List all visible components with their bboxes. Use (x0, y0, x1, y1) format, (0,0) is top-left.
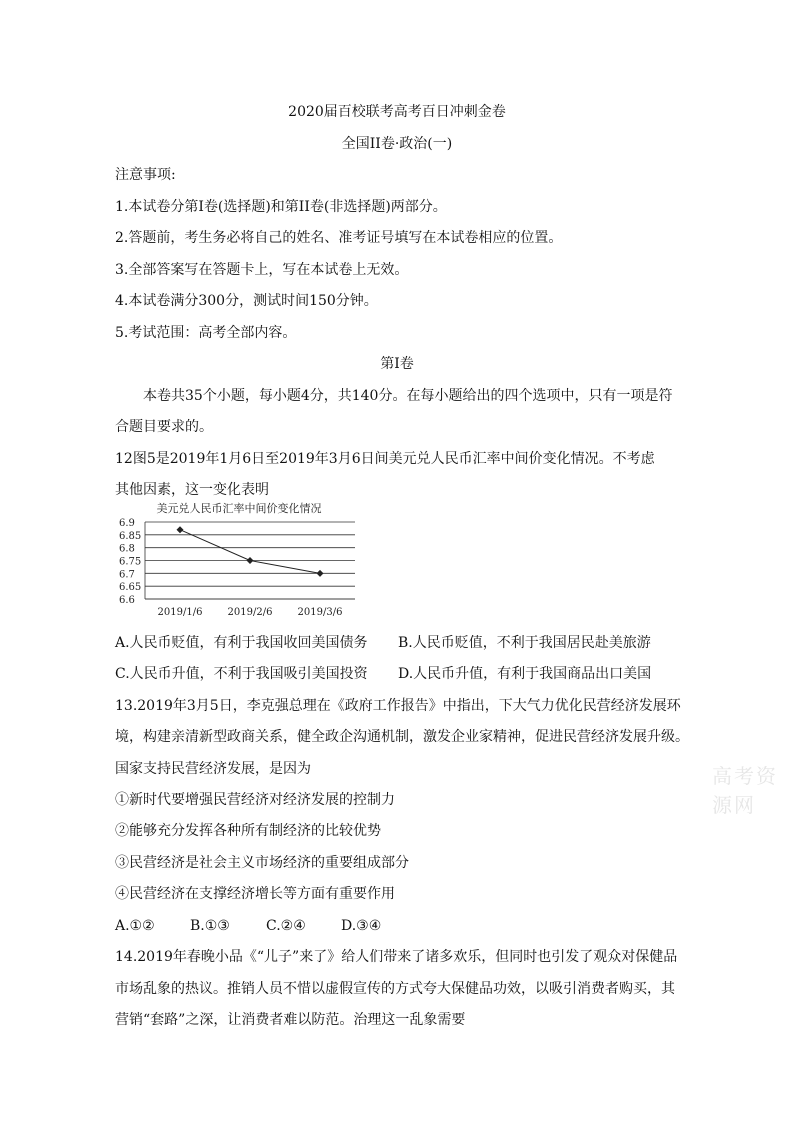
y-tick-label: 6.85 (119, 530, 142, 542)
q13-option-b: B.①③ (190, 918, 230, 934)
q13-stem-line1: 13.2019年3月5日，李克强总理在《政府工作报告》中指出，下大气力优化民营经济发展环 (115, 698, 681, 714)
x-tick-label: 2019/2/6 (227, 607, 273, 618)
q12-option-a: A.人民币贬值，有利于我国收回美国债务 (115, 635, 368, 651)
q13-stem-line3: 国家支持民营经济发展，是因为 (115, 761, 311, 777)
q13-option-c: C.②④ (266, 918, 306, 934)
section-intro-line1: 本卷共35个小题，每小题4分，共140分。在每小题给出的四个选项中，只有一项是符 (143, 388, 673, 404)
note-item-2: 2.答题前，考生务必将自己的姓名、准考证号填写在本试卷相应的位置。 (115, 230, 563, 246)
notes-heading: 注意事项: (115, 167, 176, 183)
x-tick-label: 2019/1/6 (157, 607, 203, 618)
chart-title: 美元兑人民币汇率中间价变化情况 (156, 502, 322, 515)
exam-title: 2020届百校联考高考百日冲刺金卷 (288, 104, 506, 120)
y-tick-label: 6.75 (119, 556, 142, 568)
data-point-marker (177, 526, 184, 533)
watermark: 高考资源网 (712, 764, 778, 817)
q12-option-c: C.人民币升值，不利于我国吸引美国投资 (115, 666, 368, 682)
q14-stem-line2: 市场乱象的热议。推销人员不惜以虚假宣传的方式夸大保健品功效，以吸引消费者购买，其 (115, 981, 675, 997)
note-item-4: 4.本试卷满分300分，测试时间150分钟。 (115, 293, 378, 309)
q12-stem-line1: 12图5是2019年1月6日至2019年3月6日间美元兑人民币汇率中间价变化情况。不考虑 (115, 451, 655, 467)
data-point-marker (317, 570, 324, 577)
q13-item-3: ③民营经济是社会主义市场经济的重要组成部分 (115, 855, 409, 871)
y-tick-label: 6.65 (119, 582, 142, 594)
q13-option-a: A.①② (115, 918, 155, 934)
chart-series (177, 526, 324, 577)
series-line (180, 530, 320, 574)
q13-item-4: ④民营经济在支撑经济增长等方面有重要作用 (115, 886, 395, 902)
y-tick-label: 6.6 (119, 595, 135, 606)
note-item-1: 1.本试卷分第I卷(选择题)和第II卷(非选择题)两部分。 (115, 199, 447, 215)
y-tick-label: 6.7 (119, 569, 135, 581)
y-tick-label: 6.9 (119, 518, 135, 529)
note-item-5: 5.考试范围：高考全部内容。 (115, 325, 297, 341)
q13-stem-line2: 境，构建亲清新型政商关系，健全政企沟通机制，激发企业家精神，促进民营经济发展升级。 (115, 729, 689, 745)
q12-option-b: B.人民币贬值，不利于我国居民赴美旅游 (398, 635, 651, 651)
q14-stem-line1: 14.2019年春晚小品《“儿子”来了》给人们带来了诸多欢乐，但同时也引发了观众对保健品 (115, 949, 678, 965)
q12-stem-line2: 其他因素，这一变化表明 (115, 482, 269, 498)
q12-option-d: D.人民币升值，有利于我国商品出口美国 (398, 666, 652, 682)
exam-subtitle: 全国II卷·政治(一) (341, 136, 453, 152)
q13-item-2: ②能够充分发挥各种所有制经济的比较优势 (115, 823, 381, 839)
q14-stem-line3: 营销“套路”之深，让消费者难以防范。治理这一乱象需要 (115, 1012, 466, 1028)
exchange-rate-chart (115, 498, 360, 620)
note-item-3: 3.全部答案写在答题卡上，写在本试卷上无效。 (115, 262, 409, 278)
section-intro-line2: 合题目要求的。 (115, 419, 213, 435)
data-point-marker (247, 557, 254, 564)
q13-option-d: D.③④ (341, 918, 382, 934)
q13-item-1: ①新时代要增强民营经济对经济发展的控制力 (115, 792, 395, 808)
chart-axis-labels (119, 518, 355, 618)
x-tick-label: 2019/3/6 (297, 607, 343, 618)
y-tick-label: 6.8 (119, 543, 135, 555)
section-title: 第I卷 (380, 356, 414, 372)
